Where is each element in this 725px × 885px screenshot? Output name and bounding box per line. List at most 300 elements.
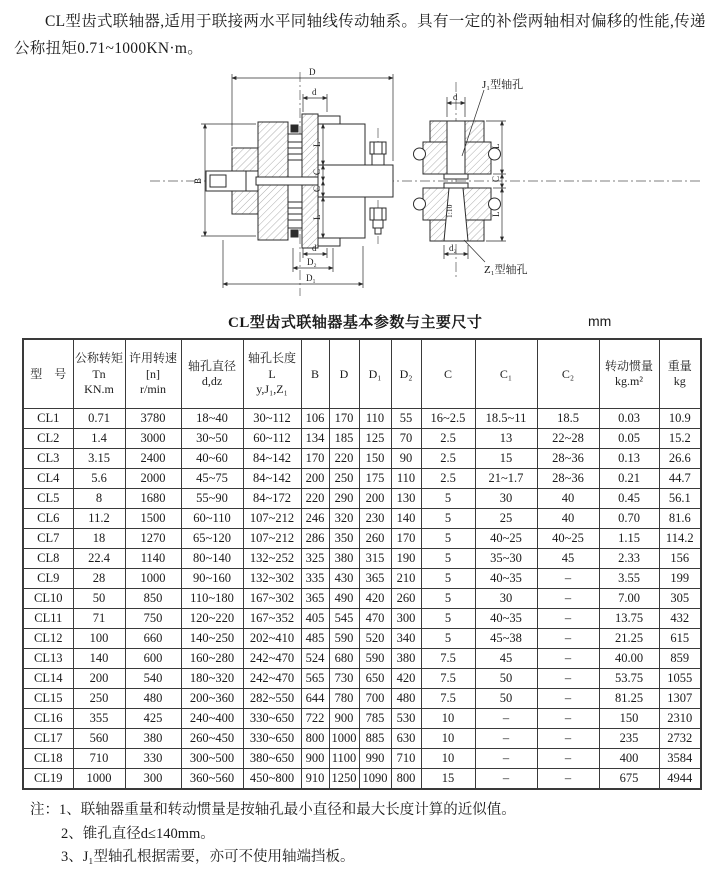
value-cell: 644: [301, 689, 329, 709]
value-cell: 315: [359, 549, 391, 569]
value-cell: 107~212: [243, 529, 301, 549]
value-cell: 1680: [125, 489, 181, 509]
value-cell: 199: [659, 569, 701, 589]
value-cell: 3000: [125, 429, 181, 449]
value-cell: 70: [391, 429, 421, 449]
model-cell: CL3: [23, 449, 73, 469]
value-cell: –: [537, 769, 599, 790]
value-cell: 150: [359, 449, 391, 469]
value-cell: 335: [301, 569, 329, 589]
value-cell: 130: [391, 489, 421, 509]
value-cell: 330~650: [243, 709, 301, 729]
value-cell: 5: [421, 589, 475, 609]
model-cell: CL7: [23, 529, 73, 549]
value-cell: –: [537, 729, 599, 749]
value-cell: 53.75: [599, 669, 659, 689]
table-title: CL型齿式联轴器基本参数与主要尺寸: [228, 315, 483, 332]
value-cell: 480: [391, 689, 421, 709]
drawing-svg: [0, 64, 725, 309]
value-cell: –: [537, 669, 599, 689]
value-cell: 55~90: [181, 489, 243, 509]
value-cell: 15: [421, 769, 475, 790]
model-cell: CL15: [23, 689, 73, 709]
value-cell: 15: [475, 449, 537, 469]
value-cell: 202~410: [243, 629, 301, 649]
dim-label-B: B: [193, 178, 203, 185]
dim-label-d2: d₂: [449, 243, 457, 254]
table-body: [23, 409, 701, 790]
value-cell: 540: [125, 669, 181, 689]
value-cell: 800: [391, 769, 421, 790]
value-cell: –: [537, 629, 599, 649]
value-cell: 859: [659, 649, 701, 669]
value-cell: 590: [329, 629, 359, 649]
value-cell: 530: [391, 709, 421, 729]
value-cell: 5: [421, 549, 475, 569]
value-cell: 282~550: [243, 689, 301, 709]
value-cell: 190: [391, 549, 421, 569]
value-cell: 7.5: [421, 689, 475, 709]
value-cell: 110~180: [181, 589, 243, 609]
value-cell: 246: [301, 509, 329, 529]
value-cell: –: [537, 589, 599, 609]
value-cell: 40~25: [537, 529, 599, 549]
value-cell: 4944: [659, 769, 701, 790]
dim-label-D2: D₂: [307, 257, 317, 268]
value-cell: 28~36: [537, 449, 599, 469]
value-cell: 524: [301, 649, 329, 669]
value-cell: 380: [391, 649, 421, 669]
value-cell: 2.5: [421, 429, 475, 449]
value-cell: –: [475, 729, 537, 749]
dim-label-C2: C: [312, 186, 322, 193]
value-cell: 134: [301, 429, 329, 449]
value-cell: 210: [391, 569, 421, 589]
value-cell: 1270: [125, 529, 181, 549]
value-cell: 60~110: [181, 509, 243, 529]
model-cell: CL13: [23, 649, 73, 669]
value-cell: 560: [73, 729, 125, 749]
value-cell: 140: [391, 509, 421, 529]
value-cell: 1307: [659, 689, 701, 709]
value-cell: 3.55: [599, 569, 659, 589]
value-cell: 45: [537, 549, 599, 569]
table-row: [23, 569, 701, 589]
dim-label-d-bottom: d: [312, 243, 317, 254]
value-cell: 230: [359, 509, 391, 529]
value-cell: 1000: [73, 769, 125, 790]
column-header: D₂: [391, 339, 421, 409]
value-cell: 50: [73, 589, 125, 609]
value-cell: 35~30: [475, 549, 537, 569]
value-cell: 300: [125, 769, 181, 790]
model-cell: CL2: [23, 429, 73, 449]
value-cell: 900: [301, 749, 329, 769]
value-cell: 1140: [125, 549, 181, 569]
value-cell: 675: [599, 769, 659, 790]
value-cell: 5.6: [73, 469, 125, 489]
value-cell: 8: [73, 489, 125, 509]
note-line: 注：1、联轴器重量和转动惯量是按轴孔最小直径和最大长度计算的近似值。: [30, 802, 516, 819]
value-cell: 3584: [659, 749, 701, 769]
table-row: [23, 549, 701, 569]
value-cell: 40: [537, 489, 599, 509]
table-row: [23, 749, 701, 769]
model-cell: CL12: [23, 629, 73, 649]
notes-section: [30, 799, 725, 869]
column-header: C₂: [537, 339, 599, 409]
model-cell: CL16: [23, 709, 73, 729]
value-cell: 1250: [329, 769, 359, 790]
value-cell: 22~28: [537, 429, 599, 449]
value-cell: 260~450: [181, 729, 243, 749]
value-cell: 132~252: [243, 549, 301, 569]
table-header-row: [23, 339, 701, 409]
table-row: [23, 629, 701, 649]
value-cell: 286: [301, 529, 329, 549]
value-cell: 40~60: [181, 449, 243, 469]
value-cell: 0.03: [599, 409, 659, 429]
table-row: [23, 669, 701, 689]
value-cell: 180~320: [181, 669, 243, 689]
value-cell: 22.4: [73, 549, 125, 569]
value-cell: 3.15: [73, 449, 125, 469]
value-cell: 10: [421, 709, 475, 729]
dim-label-d-right: d: [453, 92, 458, 103]
table-row: [23, 589, 701, 609]
value-cell: 0.70: [599, 509, 659, 529]
value-cell: 21~1.7: [475, 469, 537, 489]
value-cell: 167~352: [243, 609, 301, 629]
value-cell: 10: [421, 749, 475, 769]
value-cell: 26.6: [659, 449, 701, 469]
value-cell: 30~112: [243, 409, 301, 429]
value-cell: 2400: [125, 449, 181, 469]
value-cell: 490: [329, 589, 359, 609]
model-cell: CL11: [23, 609, 73, 629]
table-row: [23, 529, 701, 549]
value-cell: 30~50: [181, 429, 243, 449]
value-cell: 320: [329, 509, 359, 529]
value-cell: 90~160: [181, 569, 243, 589]
value-cell: –: [537, 709, 599, 729]
value-cell: 380: [329, 549, 359, 569]
value-cell: 0.05: [599, 429, 659, 449]
value-cell: 400: [599, 749, 659, 769]
table-row: [23, 729, 701, 749]
value-cell: 25: [475, 509, 537, 529]
value-cell: 18.5: [537, 409, 599, 429]
value-cell: 330: [125, 749, 181, 769]
table-row: [23, 489, 701, 509]
value-cell: 290: [329, 489, 359, 509]
value-cell: 220: [301, 489, 329, 509]
value-cell: 100: [73, 629, 125, 649]
value-cell: 1.4: [73, 429, 125, 449]
value-cell: 710: [391, 749, 421, 769]
value-cell: 325: [301, 549, 329, 569]
value-cell: 200: [73, 669, 125, 689]
value-cell: 722: [301, 709, 329, 729]
value-cell: 660: [125, 629, 181, 649]
value-cell: 242~470: [243, 649, 301, 669]
value-cell: 600: [125, 649, 181, 669]
value-cell: 565: [301, 669, 329, 689]
left-section-view: [206, 114, 393, 248]
value-cell: 220: [329, 449, 359, 469]
column-header: 许用转速 [n] r/min: [125, 339, 181, 409]
dim-label-C-right: C: [491, 176, 501, 183]
parameters-table: [22, 338, 702, 790]
value-cell: 750: [125, 609, 181, 629]
value-cell: 300~500: [181, 749, 243, 769]
value-cell: 432: [659, 609, 701, 629]
table-row: [23, 609, 701, 629]
value-cell: 450~800: [243, 769, 301, 790]
value-cell: –: [475, 769, 537, 790]
value-cell: 1000: [125, 569, 181, 589]
value-cell: 5: [421, 489, 475, 509]
value-cell: 305: [659, 589, 701, 609]
column-header: 转动惯量 kg.m²: [599, 339, 659, 409]
value-cell: 780: [329, 689, 359, 709]
value-cell: 7.5: [421, 649, 475, 669]
value-cell: 55: [391, 409, 421, 429]
value-cell: 1.15: [599, 529, 659, 549]
value-cell: 13: [475, 429, 537, 449]
column-header: 公称转矩 Tn KN.m: [73, 339, 125, 409]
value-cell: 420: [359, 589, 391, 609]
value-cell: 40.00: [599, 649, 659, 669]
value-cell: 40~25: [475, 529, 537, 549]
value-cell: 430: [329, 569, 359, 589]
value-cell: 5: [421, 569, 475, 589]
value-cell: –: [537, 609, 599, 629]
value-cell: 40: [537, 509, 599, 529]
value-cell: 30: [475, 489, 537, 509]
table-row: [23, 649, 701, 669]
column-header: 重量 kg: [659, 339, 701, 409]
value-cell: 28~36: [537, 469, 599, 489]
value-cell: 5: [421, 509, 475, 529]
value-cell: 50: [475, 689, 537, 709]
model-cell: CL10: [23, 589, 73, 609]
dim-label-d-top: d: [312, 87, 317, 98]
dim-label-C1: C: [312, 169, 322, 176]
value-cell: 480: [125, 689, 181, 709]
value-cell: 850: [125, 589, 181, 609]
value-cell: 80~140: [181, 549, 243, 569]
taper-label: 1:10: [445, 204, 454, 219]
note-line: 2、锥孔直径d≤140mm。: [61, 825, 215, 842]
column-header: 型 号: [23, 339, 73, 409]
value-cell: 1000: [329, 729, 359, 749]
value-cell: 405: [301, 609, 329, 629]
value-cell: 340: [391, 629, 421, 649]
value-cell: 260: [359, 529, 391, 549]
value-cell: 140: [73, 649, 125, 669]
value-cell: 40~35: [475, 569, 537, 589]
value-cell: 242~470: [243, 669, 301, 689]
value-cell: 2000: [125, 469, 181, 489]
value-cell: 167~302: [243, 589, 301, 609]
coupling-technical-drawing: [0, 64, 725, 309]
value-cell: 5: [421, 609, 475, 629]
model-cell: CL4: [23, 469, 73, 489]
model-cell: CL9: [23, 569, 73, 589]
table-row: [23, 469, 701, 489]
value-cell: 990: [359, 749, 391, 769]
value-cell: 110: [359, 409, 391, 429]
value-cell: 0.13: [599, 449, 659, 469]
value-cell: 170: [301, 449, 329, 469]
value-cell: 200~360: [181, 689, 243, 709]
model-cell: CL6: [23, 509, 73, 529]
value-cell: –: [537, 689, 599, 709]
value-cell: 360~560: [181, 769, 243, 790]
value-cell: 615: [659, 629, 701, 649]
column-header: 轴孔直径 d,dz: [181, 339, 243, 409]
value-cell: 185: [329, 429, 359, 449]
value-cell: –: [475, 749, 537, 769]
column-header: D: [329, 339, 359, 409]
value-cell: 910: [301, 769, 329, 790]
value-cell: 84~172: [243, 489, 301, 509]
value-cell: 900: [329, 709, 359, 729]
dim-label-L-right-bottom: L: [491, 211, 501, 218]
value-cell: 7.00: [599, 589, 659, 609]
value-cell: 420: [391, 669, 421, 689]
value-cell: 2732: [659, 729, 701, 749]
table-row: [23, 689, 701, 709]
model-cell: CL5: [23, 489, 73, 509]
value-cell: 425: [125, 709, 181, 729]
value-cell: 1090: [359, 769, 391, 790]
value-cell: 2310: [659, 709, 701, 729]
value-cell: 10.9: [659, 409, 701, 429]
value-cell: 84~142: [243, 449, 301, 469]
value-cell: 170: [391, 529, 421, 549]
value-cell: 240~400: [181, 709, 243, 729]
value-cell: 81.25: [599, 689, 659, 709]
value-cell: 2.5: [421, 449, 475, 469]
z1-hole-label: Z₁型轴孔: [484, 264, 528, 277]
value-cell: 200: [359, 489, 391, 509]
value-cell: 13.75: [599, 609, 659, 629]
table-row: [23, 409, 701, 429]
value-cell: 380: [125, 729, 181, 749]
value-cell: 7.5: [421, 669, 475, 689]
dim-label-D1: D₁: [306, 273, 316, 284]
table-unit-label: mm: [588, 313, 612, 330]
value-cell: 785: [359, 709, 391, 729]
value-cell: 60~112: [243, 429, 301, 449]
value-cell: 1500: [125, 509, 181, 529]
model-cell: CL19: [23, 769, 73, 790]
value-cell: 330~650: [243, 729, 301, 749]
value-cell: –: [475, 709, 537, 729]
value-cell: 18~40: [181, 409, 243, 429]
value-cell: 170: [329, 409, 359, 429]
value-cell: 81.6: [659, 509, 701, 529]
value-cell: 710: [73, 749, 125, 769]
value-cell: 110: [391, 469, 421, 489]
model-cell: CL14: [23, 669, 73, 689]
dim-label-L1: L: [312, 141, 322, 148]
intro-paragraph: CL型齿式联轴器,适用于联接两水平同轴线传动轴系。具有一定的补偿两轴相对偏移的性能,传递公称扭矩0.71~1000KN·m。: [14, 13, 706, 57]
note-line: 3、J₁型轴孔根据需要，亦可不使用轴端挡板。: [61, 848, 355, 865]
value-cell: 16~2.5: [421, 409, 475, 429]
value-cell: 50: [475, 669, 537, 689]
value-cell: 355: [73, 709, 125, 729]
value-cell: 11.2: [73, 509, 125, 529]
value-cell: 235: [599, 729, 659, 749]
value-cell: 40~35: [475, 609, 537, 629]
value-cell: 2.33: [599, 549, 659, 569]
value-cell: 45~75: [181, 469, 243, 489]
value-cell: 0.71: [73, 409, 125, 429]
value-cell: 0.21: [599, 469, 659, 489]
value-cell: 120~220: [181, 609, 243, 629]
value-cell: 106: [301, 409, 329, 429]
value-cell: 365: [301, 589, 329, 609]
value-cell: 5: [421, 529, 475, 549]
value-cell: 1100: [329, 749, 359, 769]
value-cell: 125: [359, 429, 391, 449]
value-cell: 28: [73, 569, 125, 589]
value-cell: 3780: [125, 409, 181, 429]
value-cell: 885: [359, 729, 391, 749]
value-cell: 71: [73, 609, 125, 629]
value-cell: 5: [421, 629, 475, 649]
table-row: [23, 449, 701, 469]
value-cell: 300: [391, 609, 421, 629]
value-cell: 175: [359, 469, 391, 489]
value-cell: 485: [301, 629, 329, 649]
value-cell: 380~650: [243, 749, 301, 769]
table-row: [23, 709, 701, 729]
value-cell: 65~120: [181, 529, 243, 549]
value-cell: 160~280: [181, 649, 243, 669]
value-cell: 470: [359, 609, 391, 629]
value-cell: 18: [73, 529, 125, 549]
value-cell: 1055: [659, 669, 701, 689]
document-page: [0, 9, 725, 885]
model-cell: CL18: [23, 749, 73, 769]
value-cell: 260: [391, 589, 421, 609]
value-cell: –: [537, 749, 599, 769]
value-cell: 590: [359, 649, 391, 669]
model-cell: CL8: [23, 549, 73, 569]
value-cell: 114.2: [659, 529, 701, 549]
table-caption: [0, 309, 725, 333]
model-cell: CL17: [23, 729, 73, 749]
column-header: C₁: [475, 339, 537, 409]
value-cell: 350: [329, 529, 359, 549]
column-header: C: [421, 339, 475, 409]
value-cell: 365: [359, 569, 391, 589]
value-cell: 156: [659, 549, 701, 569]
value-cell: –: [537, 569, 599, 589]
column-header: D₁: [359, 339, 391, 409]
dim-label-D: D: [309, 67, 316, 78]
value-cell: 45~38: [475, 629, 537, 649]
value-cell: 700: [359, 689, 391, 709]
value-cell: –: [537, 649, 599, 669]
value-cell: 730: [329, 669, 359, 689]
value-cell: 630: [391, 729, 421, 749]
table-row: [23, 509, 701, 529]
